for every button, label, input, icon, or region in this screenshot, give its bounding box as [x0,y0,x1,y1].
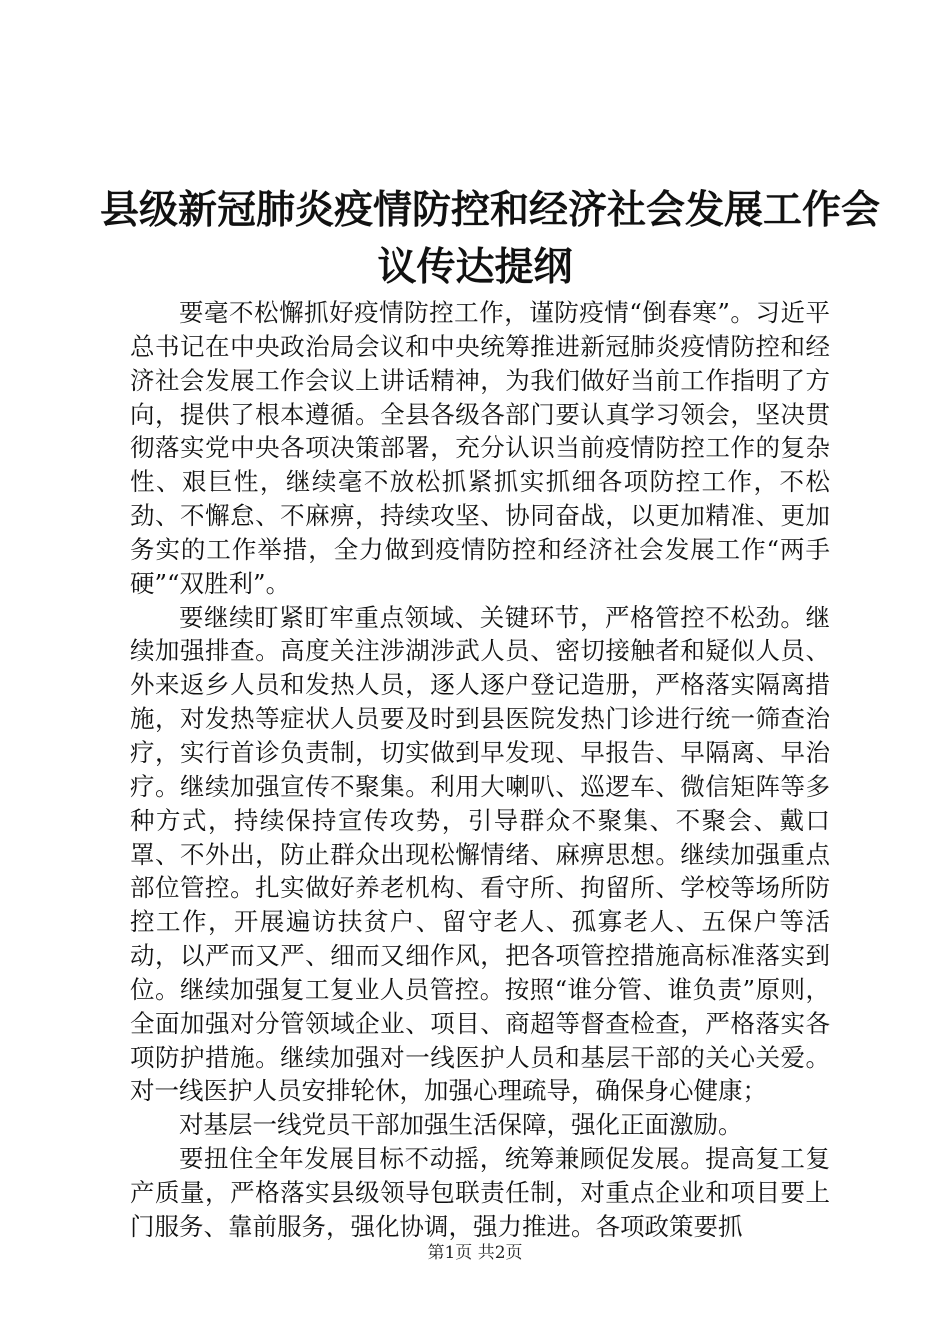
document-title-line-1: 县级新冠肺炎疫情防控和经济社会发展工作会 [100,187,881,233]
paragraph-2: 要继续盯紧盯牢重点领域、关键环节，严格管控不松劲。继续加强排查。高度关注涉湖涉武人员、密切接触者和疑似人员、外来返乡人员和发热人员，逐人逐户登记造册，严格落实隔离措施，对发热等症状人员要及时到县医院发热门诊进行统一筛查治疗，实行首诊负责制，切实做到早发现、早报告、早隔离、早治疗。继续加强宣传不聚集。利用大喇叭、巡逻车、微信矩阵等多种方式，持续保持宣传攻势，引导群众不聚集、不聚会、戴口罩、不外出，防止群众出现松懈情绪、麻痹思想。继续加强重点部位管控。扎实做好养老机构、看守所、拘留所、学校等场所防控工作，开展遍访扶贫户、留守老人、孤寡老人、五保户等活动，以严而又严、细而又细作风，把各项管控措施高标准落实到位。继续加强复工复业人员管控。按照“谁分管、谁负责”原则，全面加强对分管领域企业、项目、商超等督查检查，严格落实各项防护措施。继续加强对一线医护人员和基层干部的关心关爱。对一线医护人员安排轮休，加强心理疏导，确保身心健康； [130,602,830,1106]
paragraph-1: 要毫不松懈抓好疫情防控工作，谨防疫情“倒春寒”。习近平总书记在中央政治局会议和中央统筹推进新冠肺炎疫情防控和经济社会发展工作会议上讲话精神，为我们做好当前工作指明了方向，提供了根本遵循。全县各级各部门要认真学习领会，坚决贯彻落实党中央各项决策部署，充分认识当前疫情防控工作的复杂性、艰巨性，继续毫不放松抓紧抓实抓细各项防控工作，不松劲、不懈怠、不麻痹，持续攻坚、协同奋战，以更加精准、更加务实的工作举措，全力做到疫情防控和经济社会发展工作“两手硬”“双胜利”。 [130,298,830,598]
page-number-footer: 第1页 共2页 [427,1243,523,1263]
document-body [130,296,830,1244]
paragraph-4: 要扭住全年发展目标不动摇，统筹兼顾促发展。提高复工复产质量，严格落实县级领导包联责任制，对重点企业和项目要上门服务、靠前服务，强化协调，强力推进。各项政策要抓 [130,1144,830,1241]
paragraph-3: 对基层一线党员干部加强生活保障，强化正面激励。 [179,1110,743,1140]
document-title-line-2: 议传达提纲 [377,244,573,290]
